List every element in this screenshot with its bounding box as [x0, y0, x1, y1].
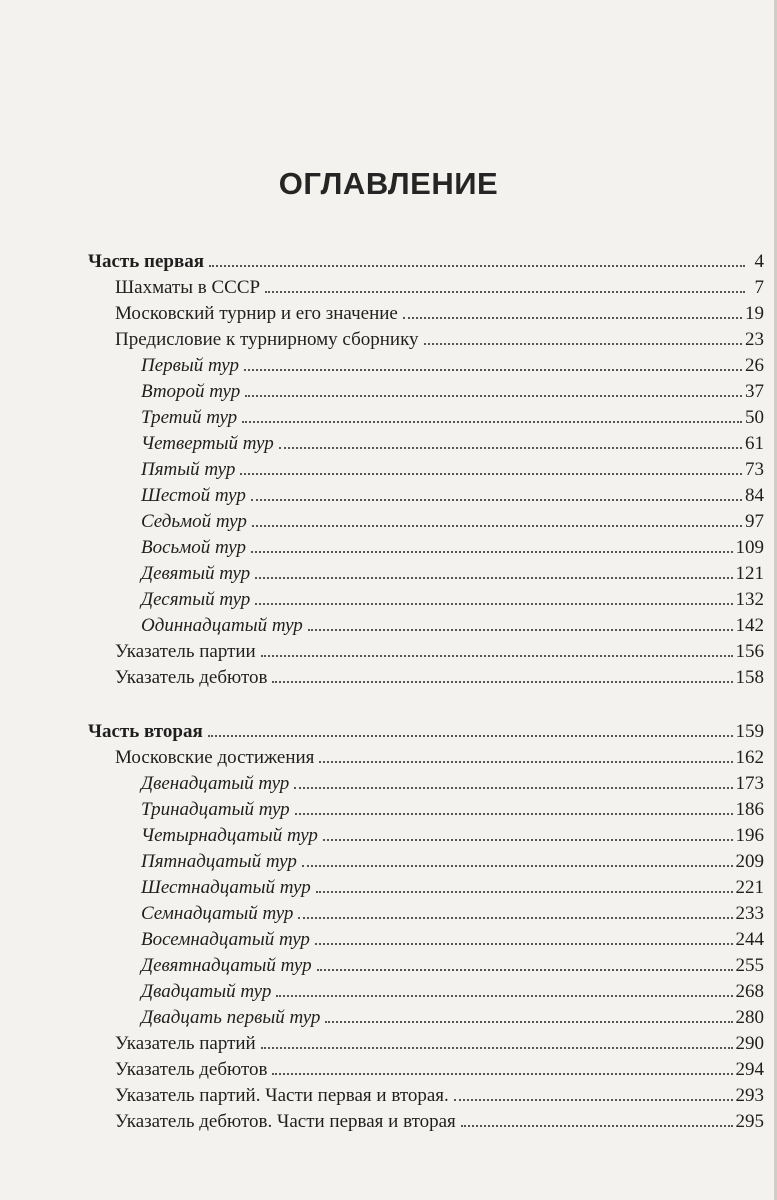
dot-leader — [325, 1004, 732, 1023]
dot-leader — [255, 560, 732, 579]
toc-round-entry[interactable] — [88, 874, 764, 900]
dot-leader — [251, 534, 733, 553]
dot-leader — [317, 952, 733, 971]
toc-page-number: 162 — [735, 747, 764, 768]
toc-round-entry[interactable] — [88, 534, 764, 560]
toc-entry-label: Одиннадцатый тур — [141, 615, 303, 636]
toc-page-number: 280 — [735, 1007, 764, 1028]
toc-page-number: 84 — [745, 485, 764, 506]
toc-entry-label: Двенадцатый тур — [141, 773, 290, 794]
toc-page-number: 268 — [735, 981, 764, 1002]
toc-entry[interactable] — [88, 1082, 764, 1108]
toc-entry-label: Тринадцатый тур — [141, 799, 290, 820]
toc-page-number: 19 — [745, 303, 764, 324]
dot-leader — [319, 744, 732, 763]
toc-round-entry[interactable] — [88, 404, 764, 430]
toc-page-number: 290 — [735, 1033, 764, 1054]
toc-round-entry[interactable] — [88, 612, 764, 638]
toc-page-number: 294 — [735, 1059, 764, 1080]
toc-round-entry[interactable] — [88, 770, 764, 796]
dot-leader — [316, 874, 733, 893]
toc-round-entry[interactable] — [88, 926, 764, 952]
toc-entry-label: Девятый тур — [141, 563, 251, 584]
toc-page-number: 109 — [735, 537, 764, 558]
dot-leader — [308, 612, 733, 631]
toc-part-heading[interactable] — [88, 718, 764, 744]
toc-page-number: 196 — [735, 825, 764, 846]
toc-page-number: 158 — [735, 667, 764, 688]
toc-page-number: 26 — [745, 355, 764, 376]
toc-entry-label: Семнадцатый тур — [141, 903, 294, 924]
toc-round-entry[interactable] — [88, 482, 764, 508]
dot-leader — [454, 1082, 733, 1101]
toc-entry-label: Третий тур — [141, 407, 238, 428]
toc-round-entry[interactable] — [88, 508, 764, 534]
toc-page-number: 159 — [735, 721, 764, 742]
toc-page-number: 255 — [735, 955, 764, 976]
toc-entry-label: Указатель партий — [115, 1033, 256, 1054]
toc-page-number: 7 — [754, 277, 764, 298]
toc-entry-label: Четвертый тур — [141, 433, 274, 454]
dot-leader — [244, 352, 742, 371]
dot-leader — [279, 430, 742, 449]
dot-leader — [403, 300, 742, 319]
dot-leader — [261, 1030, 733, 1049]
toc-page-number: 121 — [735, 563, 764, 584]
dot-leader — [272, 664, 732, 683]
toc-page-number: 73 — [745, 459, 764, 480]
toc-entry-label: Восьмой тур — [141, 537, 246, 558]
toc-entry-label: Десятый тур — [141, 589, 251, 610]
toc-entry[interactable] — [88, 326, 764, 352]
toc-entry-label: Предисловие к турнирному сборнику — [115, 329, 419, 350]
toc-entry-label: Шестой тур — [141, 485, 246, 506]
toc-page-number: 156 — [735, 641, 764, 662]
toc-entry[interactable] — [88, 638, 764, 664]
toc-entry-label: Двадцать первый тур — [141, 1007, 321, 1028]
toc-page-number: 23 — [745, 329, 764, 350]
dot-leader — [261, 638, 733, 657]
dot-leader — [315, 926, 733, 945]
toc-round-entry[interactable] — [88, 456, 764, 482]
toc-entry[interactable] — [88, 744, 764, 770]
toc-page-number: 233 — [735, 903, 764, 924]
toc-entry-label: Восемнадцатый тур — [141, 929, 310, 950]
toc-round-entry[interactable] — [88, 978, 764, 1004]
dot-leader — [424, 326, 742, 345]
toc-entry-label: Пятый тур — [141, 459, 236, 480]
toc-entry-label: Московские достижения — [115, 747, 315, 768]
toc-entry[interactable] — [88, 1030, 764, 1056]
section-gap — [88, 690, 764, 718]
toc-page-number: 37 — [745, 381, 764, 402]
toc-round-entry[interactable] — [88, 352, 764, 378]
toc-entry-label: Указатель дебютов. Части первая и вторая — [115, 1111, 456, 1132]
toc-round-entry[interactable] — [88, 796, 764, 822]
toc-entry-label: Указатель дебютов — [115, 667, 268, 688]
toc-round-entry[interactable] — [88, 430, 764, 456]
toc-entry-label: Пятнадцатый тур — [141, 851, 297, 872]
toc-entry-label: Двадцатый тур — [141, 981, 272, 1002]
toc-entry[interactable] — [88, 1056, 764, 1082]
toc-round-entry[interactable] — [88, 952, 764, 978]
toc-page-number: 97 — [745, 511, 764, 532]
dot-leader — [251, 482, 742, 501]
toc-entry-label: Седьмой тур — [141, 511, 247, 532]
toc-entry[interactable] — [88, 1108, 764, 1134]
toc-page-number: 293 — [735, 1085, 764, 1106]
toc-entry-label: Первый тур — [141, 355, 239, 376]
toc-page-number: 50 — [745, 407, 764, 428]
dot-leader — [272, 1056, 732, 1075]
toc-entry[interactable] — [88, 664, 764, 690]
dot-leader — [295, 796, 733, 815]
toc-page-number: 4 — [754, 251, 764, 272]
toc-round-entry[interactable] — [88, 1004, 764, 1030]
dot-leader — [302, 848, 733, 867]
toc-round-entry[interactable] — [88, 560, 764, 586]
toc-page-number: 295 — [735, 1111, 764, 1132]
page-title: ОГЛАВЛЕНИЕ — [278, 166, 499, 201]
dot-leader — [323, 822, 733, 841]
toc-page-number: 186 — [735, 799, 764, 820]
toc-entry-label: Указатель дебютов — [115, 1059, 268, 1080]
dot-leader — [208, 718, 733, 737]
toc-page-number: 209 — [735, 851, 764, 872]
toc-page-number: 221 — [735, 877, 764, 898]
toc-round-entry[interactable] — [88, 822, 764, 848]
dot-leader — [252, 508, 742, 527]
toc-part-heading[interactable] — [88, 248, 764, 274]
table-of-contents — [88, 248, 764, 1134]
toc-page-number: 173 — [735, 773, 764, 794]
toc-entry-label: Указатель партий. Части первая и вторая. — [115, 1085, 449, 1106]
toc-entry-label: Четырнадцатый тур — [141, 825, 318, 846]
toc-round-entry[interactable] — [88, 378, 764, 404]
toc-entry[interactable] — [88, 274, 764, 300]
toc-page-number: 244 — [735, 929, 764, 950]
toc-entry-label: Часть вторая — [88, 721, 203, 742]
dot-leader — [276, 978, 732, 997]
toc-round-entry[interactable] — [88, 586, 764, 612]
toc-entry-label: Часть первая — [88, 251, 204, 272]
toc-entry-label: Указатель партии — [115, 641, 256, 662]
dot-leader — [255, 586, 732, 605]
toc-round-entry[interactable] — [88, 848, 764, 874]
toc-entry-label: Шахматы в СССР — [115, 277, 261, 298]
dot-leader — [298, 900, 732, 919]
dot-leader — [461, 1108, 733, 1127]
dot-leader — [265, 274, 745, 293]
dot-leader — [294, 770, 732, 789]
dot-leader — [245, 378, 742, 397]
toc-entry-label: Шестнадцатый тур — [141, 877, 311, 898]
toc-page-number: 142 — [735, 615, 764, 636]
dot-leader — [240, 456, 742, 475]
dot-leader — [242, 404, 742, 423]
toc-entry-label: Московский турнир и его значение — [115, 303, 398, 324]
toc-entry[interactable] — [88, 300, 764, 326]
toc-round-entry[interactable] — [88, 900, 764, 926]
toc-page-number: 61 — [745, 433, 764, 454]
dot-leader — [209, 248, 745, 267]
toc-entry-label: Девятнадцатый тур — [141, 955, 312, 976]
toc-entry-label: Второй тур — [141, 381, 241, 402]
toc-page-number: 132 — [735, 589, 764, 610]
